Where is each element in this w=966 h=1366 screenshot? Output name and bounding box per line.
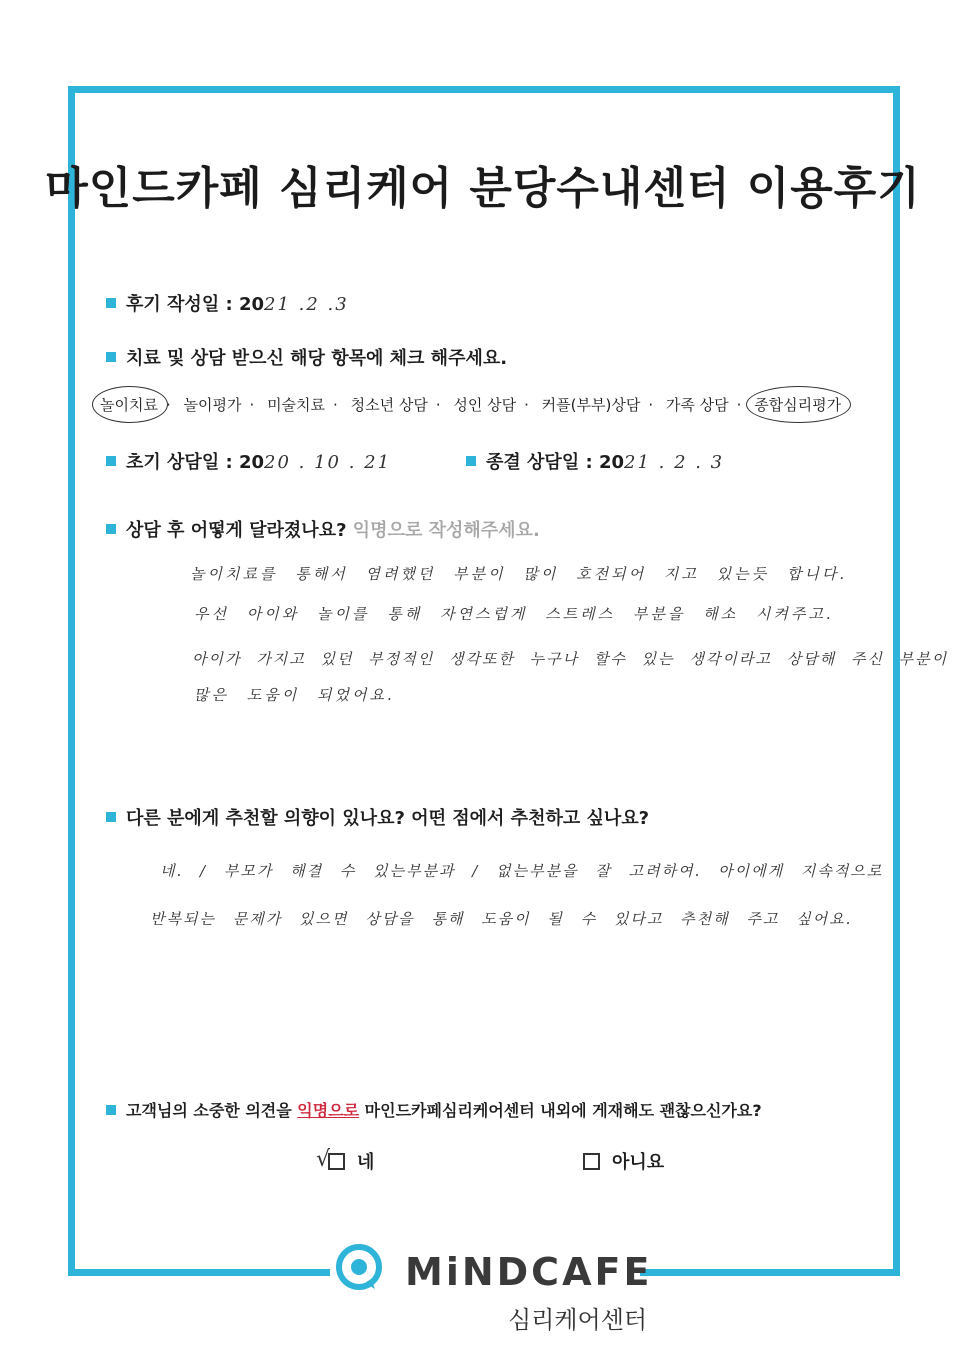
review-date-value: 21 .2 .3 [264, 294, 349, 315]
option-family-counseling[interactable]: 가족 상담 [665, 396, 729, 414]
option-play-therapy[interactable]: 놀이치료 [100, 396, 158, 414]
mindcafe-logo-icon [335, 1243, 383, 1291]
yes-label: 네 [357, 1152, 375, 1173]
option-comprehensive-assessment[interactable]: 종합심리평가 [754, 396, 842, 414]
bullet-icon [106, 812, 116, 822]
option-adult-counseling[interactable]: 성인 상담 [453, 396, 517, 414]
answer-1-line-3: 아이가 가지고 있던 부정적인 생각또한 누구나 할수 있는 생각이라고 상담해 주신 부분이 [192, 650, 949, 668]
consent-suffix: 마인드카페심리케어센터 내외에 게재해도 괜찮으신가요? [359, 1101, 762, 1120]
consent-row [106, 1098, 762, 1121]
option-play-assessment[interactable]: 놀이평가 [183, 396, 242, 414]
logo-wordmark: MiNDCAFE [405, 1250, 653, 1294]
bullet-icon [106, 456, 116, 466]
no-checkbox[interactable] [583, 1153, 600, 1170]
bullet-icon [106, 352, 116, 362]
question-2-row [106, 804, 649, 830]
consent-highlight: 익명으로 [297, 1101, 360, 1120]
logo-subtitle: 심리케어센터 [508, 1306, 648, 1334]
question-1: 상담 후 어떻게 달라졌나요? [126, 520, 347, 541]
review-date-label: 후기 작성일 : 20 [126, 294, 264, 315]
question-2: 다른 분에게 추천할 의향이 있나요? 어떤 점에서 추천하고 싶나요? [126, 808, 650, 829]
first-session-row [106, 448, 391, 474]
check-prompt-row [106, 344, 507, 370]
service-options: 놀이치료 · 놀이평가 · 미술치료 · 청소년 상담 · 성인 상담 · 커플(부부)상담 · 가족 상담 · 종합심리평가 [100, 396, 842, 414]
check-prompt: 치료 및 상담 받으신 해당 항목에 체크 해주세요. [126, 348, 508, 369]
bullet-icon [106, 298, 116, 308]
option-youth-counseling[interactable]: 청소년 상담 [350, 396, 428, 414]
bullet-icon [466, 456, 476, 466]
review-date-row [106, 290, 349, 316]
answer-2-line-2: 반복되는 문제가 있으면 상담을 통해 도움이 될 수 있다고 추천해 주고 싶어요. [150, 910, 853, 928]
option-couple-counseling[interactable]: 커플(부부)상담 [541, 396, 641, 414]
last-session-row [466, 448, 724, 474]
last-session-label: 종결 상담일 : 20 [486, 452, 624, 473]
question-1-hint: 익명으로 작성해주세요. [352, 520, 540, 541]
answer-1-line-4: 많은 도움이 되었어요. [194, 686, 395, 704]
document-title: 마인드카페 심리케어 분당수내센터 이용후기 [45, 163, 921, 214]
check-mark-icon: √ [316, 1146, 331, 1172]
first-session-label: 초기 상담일 : 20 [126, 452, 264, 473]
last-session-value: 21 . 2 . 3 [624, 452, 725, 473]
consent-yes[interactable] [316, 1146, 375, 1174]
consent-prefix: 고객님의 소중한 의견을 [126, 1101, 298, 1120]
answer-1-line-2: 우선 아이와 놀이를 통해 자연스럽게 스트레스 부분을 해소 시켜주고. [194, 605, 834, 623]
first-session-value: 20 . 10 . 21 [264, 452, 392, 473]
yes-checkbox[interactable] [316, 1146, 345, 1172]
consent-no[interactable] [583, 1148, 664, 1174]
answer-1-line-1: 놀이치료를 통해서 염려했던 부분이 많이 호전되어 지고 있는듯 합니다. [190, 565, 848, 583]
answer-2-line-1: 네. / 부모가 해결 수 있는부분과 / 없는부분을 잘 고려하여. 아이에게 지속적으로 [160, 862, 884, 880]
no-label: 아니요 [612, 1152, 665, 1173]
bullet-icon [106, 1105, 116, 1115]
option-art-therapy[interactable]: 미술치료 [267, 396, 326, 414]
question-1-row [106, 516, 540, 542]
bullet-icon [106, 524, 116, 534]
